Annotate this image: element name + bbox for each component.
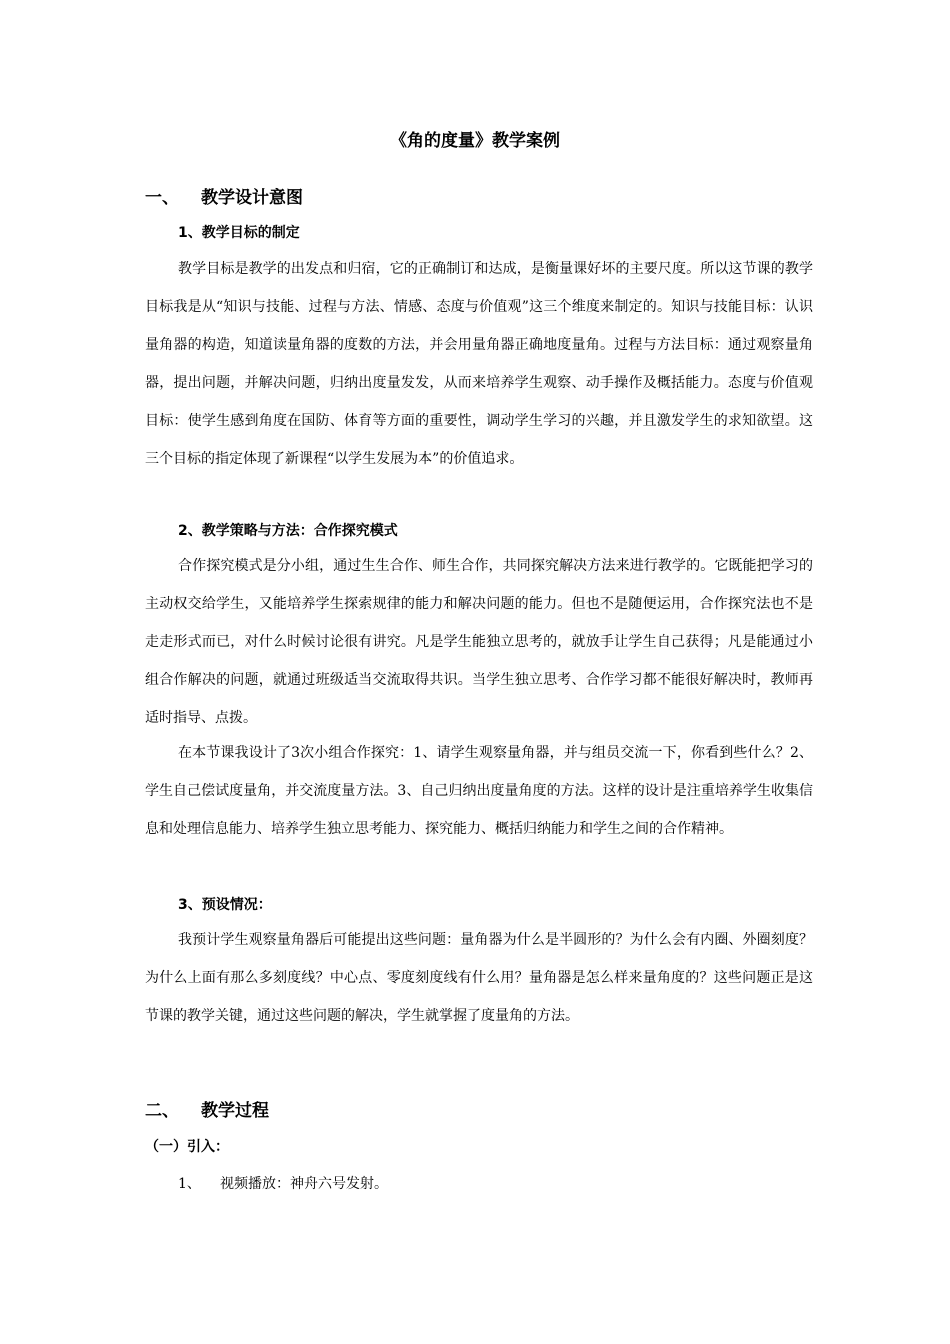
list-item-number: 1、 <box>178 1176 201 1192</box>
subsection-3-heading: 3、预设情况： <box>178 897 272 913</box>
section-1-heading <box>145 183 303 208</box>
subsection-1-paragraph: 教学目标是教学的出发点和归宿，它的正确制订和达成，是衡量课好坏的主要尺度。所以这节课的教学目标我是从“知识与技能、过程与方法、情感、态度与价值观”这三个维度来制定的。知识与技能目标：认识量角器的构造，知道读量角器的度数的方法，并会用量角器正确地度量角。过程与方法目标：通过观察量角器，提出问题，并解决问题，归纳出度量发发，从而来培养学生观察、动手操作及概括能力。态度与价值观目标：使学生感到角度在国防、体育等方面的重要性，调动学生学习的兴趣，并且激发学生的求知欲望。这三个目标的指定体现了新课程“以学生发展为本”的价值追求。 <box>145 261 813 467</box>
section-1-title: 教学设计意图 <box>201 188 303 208</box>
document-title: 《角的度量》教学案例 <box>390 131 560 151</box>
list-item <box>178 1173 388 1193</box>
section-2-heading <box>145 1096 269 1121</box>
section-2-title: 教学过程 <box>201 1101 269 1121</box>
subsection-1-heading: 1、教学目标的制定 <box>178 225 300 241</box>
subsection-2-paragraph-2: 在本节课我设计了3次小组合作探究：1、请学生观察量角器，并与组员交流一下，你看到些什么？2、学生自己偿试度量角，并交流度量方法。3、自己归纳出度量角度的方法。这样的设计是注重培养学生收集信息和处理信息能力、培养学生独立思考能力、探究能力、概括归纳能力和学生之间的合作精神。 <box>145 745 813 837</box>
part-1-heading: （一）引入： <box>145 1139 229 1155</box>
subsection-2-paragraph-1: 合作探究模式是分小组，通过生生合作、师生合作，共同探究解决方法来进行教学的。它既能把学习的主动权交给学生，又能培养学生探索规律的能力和解决问题的能力。但也不是随便运用，合作探究法也不是走走形式而已，对什么时候讨论很有讲究。凡是学生能独立思考的，就放手让学生自己获得；凡是能通过小组合作解决的问题，就通过班级适当交流取得共识。当学生独立思考、合作学习都不能很好解决时，教师再适时指导、点拨。 <box>145 558 813 726</box>
section-1-number: 一、 <box>145 188 179 208</box>
subsection-2-heading: 2、教学策略与方法：合作探究模式 <box>178 523 398 539</box>
list-item-text: 视频播放：神舟六号发射。 <box>220 1176 388 1192</box>
section-2-number: 二、 <box>145 1101 179 1121</box>
subsection-3-paragraph: 我预计学生观察量角器后可能提出这些问题：量角器为什么是半圆形的？为什么会有内圈、外圈刻度？为什么上面有那么多刻度线？中心点、零度刻度线有什么用？量角器是怎么样来量角度的？这些问题正是这节课的教学关键，通过这些问题的解决，学生就掌握了度量角的方法。 <box>145 932 813 1024</box>
